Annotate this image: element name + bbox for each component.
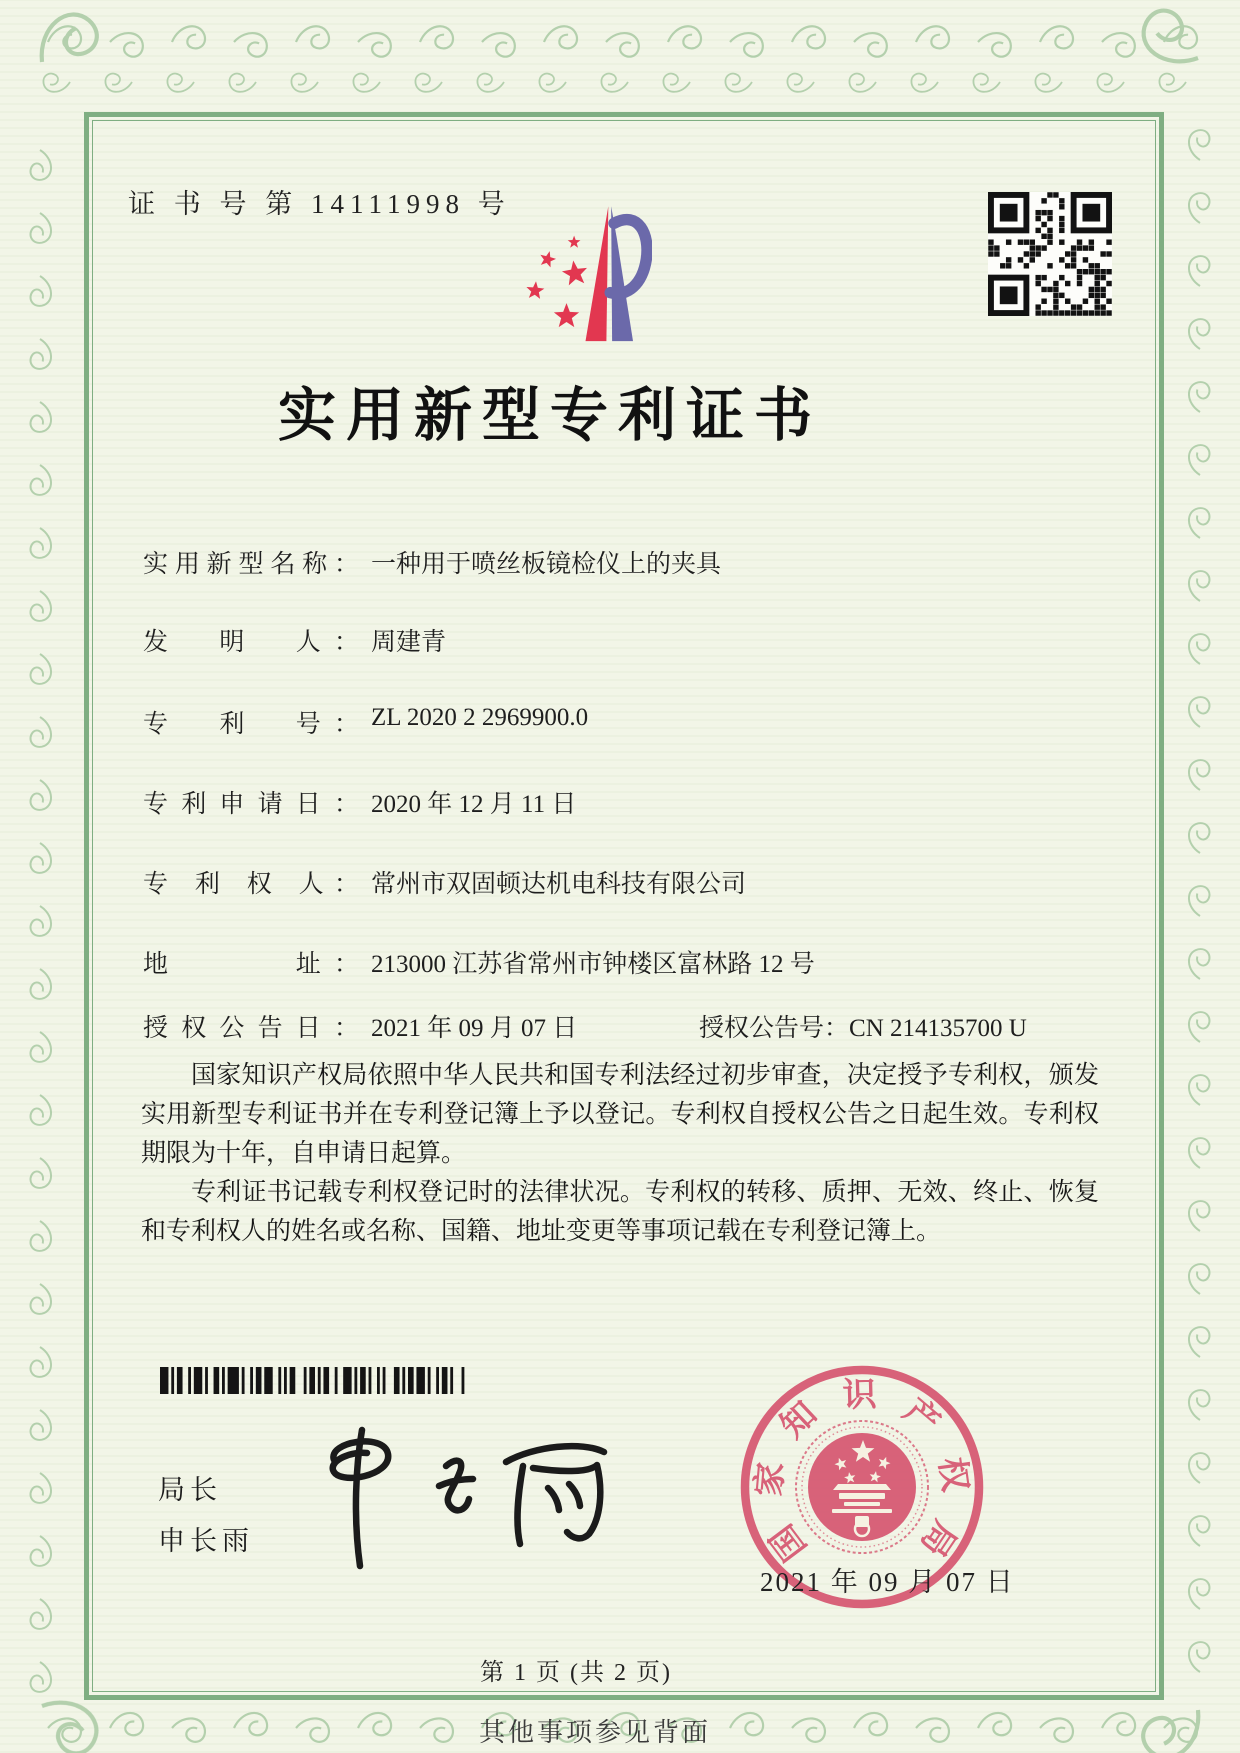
field-value: 周建青 bbox=[371, 629, 447, 656]
director-title: 局长 bbox=[158, 1475, 222, 1505]
legal-text bbox=[141, 1056, 1099, 1251]
field-row-patentee bbox=[143, 864, 746, 900]
grant-no-label: 授权公告号： bbox=[699, 1015, 850, 1042]
body-paragraph-2: 专利证书记载专利权登记时的法律状况。专利权的转移、质押、无效、终止、恢复和专利权人的姓名或名称、国籍、地址变更等事项记载在专利登记簿上。 bbox=[141, 1179, 1099, 1245]
certificate-title: 实用新型专利证书 bbox=[277, 383, 822, 448]
grant-row bbox=[143, 1008, 1027, 1044]
field-value: 常州市双固顿达机电科技有限公司 bbox=[371, 871, 747, 898]
field-value: 213000 江苏省常州市钟楼区富林路 12 号 bbox=[371, 951, 815, 978]
field-row-address bbox=[143, 944, 815, 980]
field-label: 实用新型名称： bbox=[143, 551, 359, 578]
svg-text:产: 产 bbox=[896, 1392, 947, 1443]
certificate-number: 证 书 号 第 14111998 号 bbox=[128, 189, 511, 219]
grant-no-value: CN 214135700 U bbox=[849, 1015, 1027, 1042]
field-label: 专 利 号： bbox=[143, 711, 359, 738]
director-name: 申长雨 bbox=[158, 1526, 254, 1556]
field-label: 专利申请日： bbox=[143, 791, 359, 818]
svg-text:局: 局 bbox=[913, 1513, 963, 1563]
svg-text:知: 知 bbox=[774, 1395, 825, 1446]
field-row-inventor bbox=[143, 622, 446, 658]
cnipa-logo-icon bbox=[462, 172, 652, 343]
field-row-filing-date bbox=[143, 784, 576, 820]
body-paragraph-1: 国家知识产权局依照中华人民共和国专利法经过初步审查，决定授予专利权，颁发实用新型专利证书并在专利登记簿上予以登记。专利权自授权公告之日起生效。专利权期限为十年，自申请日起算。 bbox=[141, 1062, 1099, 1167]
field-label: 地 址： bbox=[143, 951, 359, 978]
logo-blade-icon bbox=[586, 206, 648, 341]
field-value: ZL 2020 2 2969900.0 bbox=[371, 704, 589, 731]
svg-text:识: 识 bbox=[842, 1376, 878, 1415]
barcode bbox=[160, 1367, 470, 1394]
certificate-frame bbox=[84, 112, 1164, 1700]
svg-text:权: 权 bbox=[932, 1455, 974, 1494]
grant-date-value: 2021 年 09 月 07 日 bbox=[371, 1015, 578, 1042]
seal-date: 2021 年 09 月 07 日 bbox=[760, 1567, 1015, 1597]
field-value: 一种用于喷丝板镜检仪上的夹具 bbox=[371, 551, 722, 578]
field-label: 专 利 权 人： bbox=[143, 871, 359, 898]
svg-text:国: 国 bbox=[763, 1517, 814, 1567]
director-signature bbox=[296, 1420, 616, 1575]
back-note: 其他事项参见背面 bbox=[478, 1718, 711, 1747]
grant-number bbox=[699, 1008, 1027, 1044]
logo-stars-icon bbox=[526, 236, 587, 327]
qr-code bbox=[988, 192, 1112, 316]
field-value: 2020 年 12 月 11 日 bbox=[371, 791, 577, 818]
page-number: 第 1 页 (共 2 页) bbox=[480, 1660, 672, 1686]
field-row-name bbox=[143, 544, 721, 580]
field-row-patent-no bbox=[143, 704, 588, 740]
svg-text:家: 家 bbox=[750, 1460, 791, 1498]
field-label: 发 明 人： bbox=[143, 629, 359, 656]
grant-date-label: 授权公告日： bbox=[143, 1015, 359, 1042]
